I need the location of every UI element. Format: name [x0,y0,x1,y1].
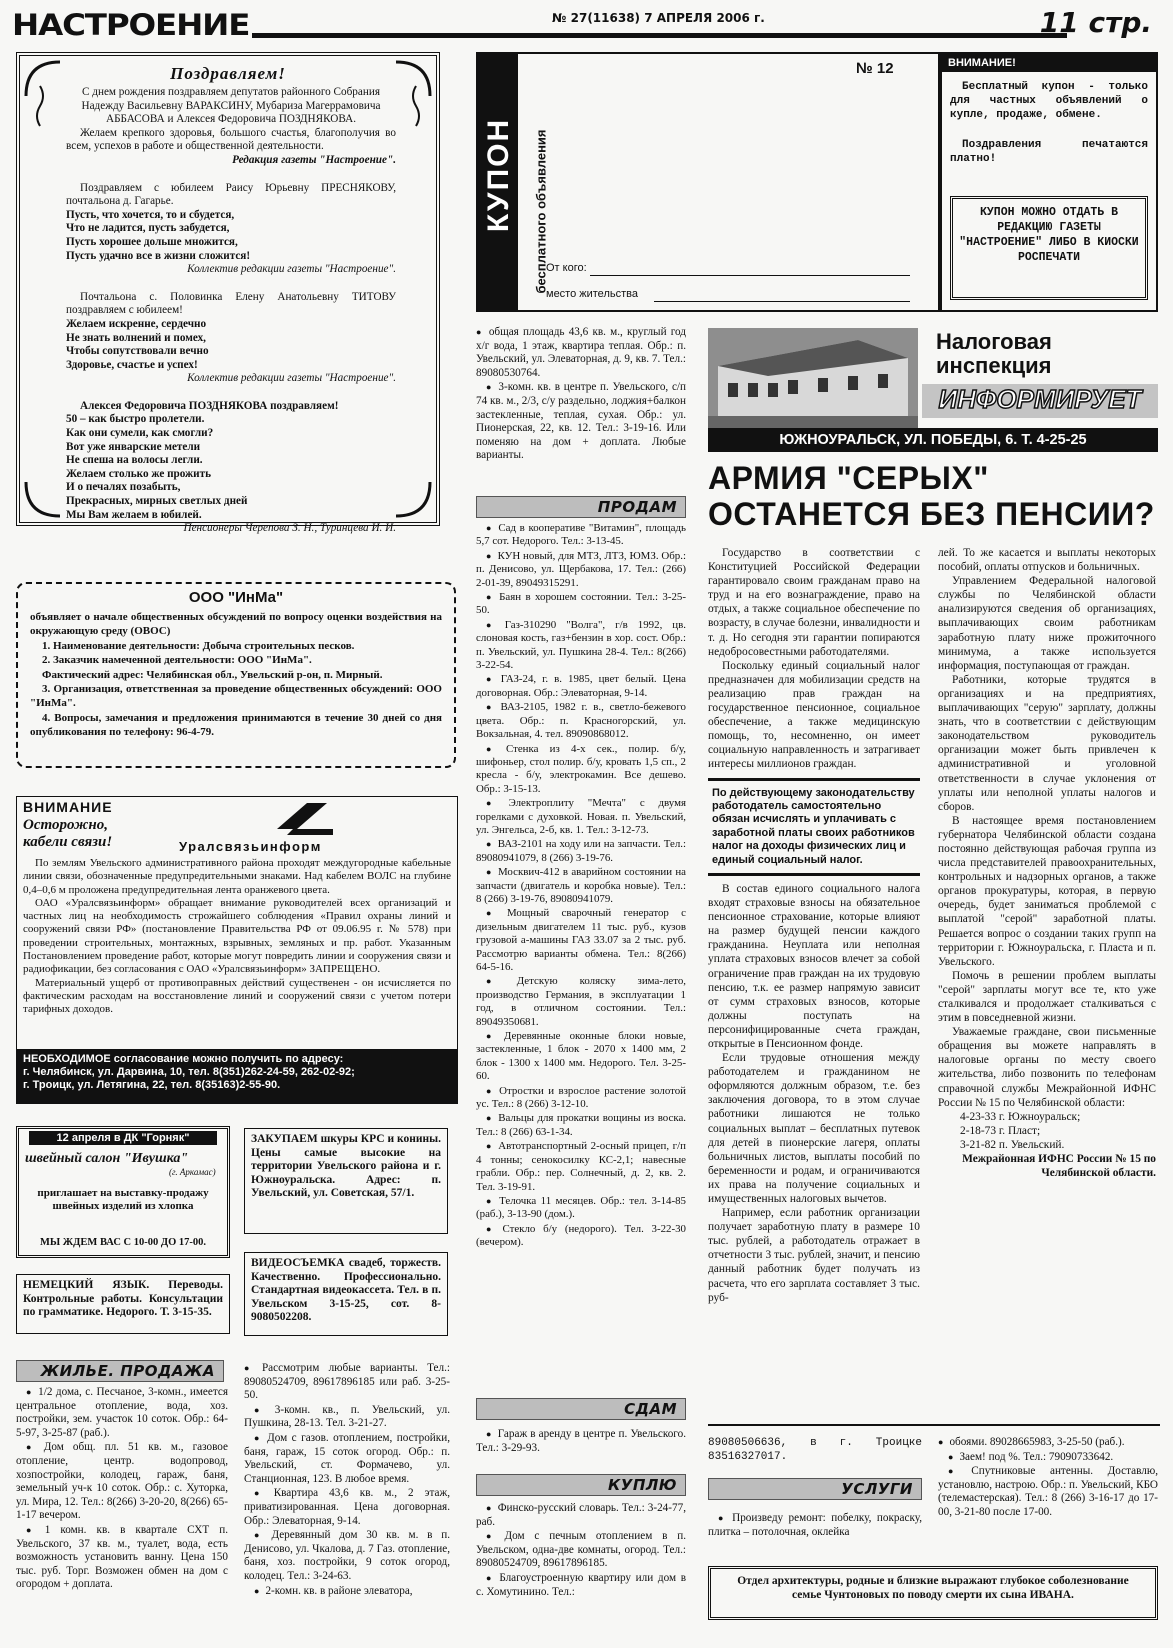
coupon-number: № 12 [856,60,894,77]
list-item: ● Москвич-412 в аварийном состоянии на запчасти (двигатель и коробка новые). Тел.: 8 (266) 3-19-76, 89080941079. [476,866,686,906]
coupon-note-1: Бесплатный купон - только для частных объявлений о купле, продаже, обмене. [950,81,1148,121]
housing-header [16,1360,224,1382]
poem-line: Вот уже январские метели [66,440,201,453]
poem-line: Что не ладится, пусть забудется, [66,222,230,235]
list-item: ● Квартира 43,6 кв. м., 2 этаж, приватизированная. Цена договорная. Обр.: Элеваторная, 9-14. [244,1487,450,1528]
tax-col2 [938,546,1156,1180]
bottom-phones: 89080506636, в г. Троицке 83516327017. [708,1437,922,1463]
bottom-col-b [938,1436,1158,1521]
tax-paragraph: Поскольку единый социальный налог предназначен для мобилизации средств на реализацию прав граждан на государственное пенсионное, социальное обеспечение, а также медицинскую помощь, то, несомненно, он имеет социальную направленность и затрагивает интересы миллионов граждан. [708,659,920,771]
tax-pullquote: По действующему законодательству работодатель самостоятельно обязан исчислять и уплачивать с заработной платы своих работников налог на доходы физических лиц и единый социальный налог. [708,778,920,876]
sell-header [476,496,686,518]
coupon-attention: ВНИМАНИЕ! [942,54,1156,72]
buy-list [476,1502,686,1600]
cable-body [23,857,451,1017]
list-item: ● обоями. 89028665983, 3-25-50 (раб.). [938,1436,1158,1450]
list-item: ● Благоустроенную квартиру или дом в с. Хомутинино. Тел.: [476,1572,686,1599]
tax-paragraph: В настоящее время постановлением губернатора Челябинской области создана постоянно действующая рабочая группа из числа представителей правоохранительных, контрольных и надзорных органов, а также органов прокуратуры, которая, в первую очередь, будет заниматься проблемой с выплатой "серой" заработной платы. Решается вопрос о создании таких групп на территории г. Южноуральска, г. Пласта и п. Увельского. [938,814,1156,968]
masthead [12,8,1162,44]
list-item: ● Автотранспортный 2-осный прицеп, г/п 4 тонны; сенокосилку КС-2,1; навесные грабли. Обр.: пер. Солнечный, д. 2, кв. 2. Тел. 3-19-91. [476,1140,686,1194]
inma-notice [16,582,456,768]
poem-line: Не спеша на волосы легли. [66,454,203,467]
cable-notice [16,796,458,1104]
congrats-text-4: Алексея Федоровича ПОЗДНЯКОВА поздравляем! [80,399,339,412]
list-item: ● Финско-русский словарь. Тел.: 3-24-77, раб. [476,1502,686,1529]
list-item: ● ВАЗ-2101 на ходу или на запчасти. Тел.: 89080941079, 8 (266) 3-19-76. [476,838,686,865]
list-item: ● Телочка 11 месяцев. Обр.: тел. 3-14-85 (раб.), 3-13-90 (дом.). [476,1195,686,1222]
tax-paragraph: Например, если работник организации получает заработную плату в размере 10 тыс. рублей, а работодатель отражает в отчетности 3 тыс. рублей, значит, и пенсию данный работник будет получать из расчета, что его зарплата составляет 3 тыс. руб- [708,1207,920,1304]
rent-header [476,1398,686,1420]
tax-phone: 2-18-73 г. Пласт; [960,1124,1041,1137]
list-item: ● Газ-310290 "Волга", г/в 1992, цв. слоновая кость, газ+бензин в хор. сост. Обр.: п. Увельский, ул. Пушкина 28-4. Тел.: 8(266) 3-22-54. [476,619,686,673]
list-item: ● 3-комн. кв. в центре п. Увельского, с/п 74 кв. м., 2/3, с/у раздельно, лоджия+балкон застекленные, теплая, сухая. Обр.: ул. Пионерская, 22, кв. 12. Тел.: 3-19-16. Или поменяю на дом + доплата. Любые варианты. [476,381,686,463]
list-item: ● 1/2 дома, с. Песчаное, 3-комн., имеется центральное отопление, вода, хоз. постройки, зем. участок 10 соток. Обр.: 64-5-97, 3-25-87 (раб.). [16,1386,228,1440]
tax-paragraph: Управлением Федеральной налоговой службы по Челябинской области анализируются сведения об организациях, выплачивающих своим работникам заработную плату ниже прожиточного минимума, а также используется информация, поступающая от граждан. [938,575,1156,672]
list-item: ● Сад в кооперативе "Витамин", площадь 5,7 сот. Недорого. Тел.: 3-13-45. [476,522,686,549]
cable-company: Уралсвязьинформ [179,839,322,854]
inma-line: 4. Вопросы, замечания и предложения принимаются в течение 30 дней со дня опубликования по телефону: 96-4-79. [30,711,442,739]
tax-paragraph: Государство в соответствии с Конституцией Российской Федерации гарантировало своим гражданам право на труд и на его вознаграждение, право на отдых, а также социальное обеспечение по возрасту, в случае болезни, инвалидности и т. д. Но сегодня эти гарантии попираются недобросовестными работодателями. [708,547,920,658]
mid-top-ads [476,326,686,464]
tax-paragraph: В состав единого социального налога входят страховые взносы на обязательное пенсионное страхование, которые влияют на размер будущей пенсии каждого гражданина. Неуплата или неполная уплата страховых взносов влечет за собой ограничение прав граждан на их трудовую пенсию, т.к. ее размер напрямую зависит от сумм страховых взносов, которые должны поступать на персонифицированные счета граждан, открытые в Пенсионном фонде. [708,882,920,1050]
list-item: ● Стекло б/у (недорого). Тел. 3-22-30 (вечером). [476,1223,686,1250]
congrats-sign-1: Редакция газеты "Настроение". [232,153,396,166]
inma-line: Фактический адрес: Челябинская обл., Увельский р-он, п. Мирный. [42,668,383,681]
salon-city: (г. Аркамас) [169,1167,216,1177]
section-title: НАСТРОЕНИЕ [12,8,250,42]
services-title: УСЛУГИ [841,1480,913,1498]
list-item: ● Мощный сварочный генератор с дизельным двигателем 11 тыс. руб., кузов грузовой а-машины ГАЗ 33.07 за 2 тыс. руб. Рассмотрю варианты обмена. Тел.: 8(266) 64-5-16. [476,907,686,974]
condolence-box: Отдел архитектуры, родные и близкие выражают глубокое соболезнование семье Чунтоновых по поводу смерти их сына ИВАНА. [708,1566,1158,1620]
cable-caution: Осторожно, кабели связи! [23,817,113,850]
tax-banner-title: Налоговая инспекция [936,329,1052,378]
tax-headline: АРМИЯ "СЕРЫХ" ОСТАНЕТСЯ БЕЗ ПЕНСИИ? [708,460,1155,532]
list-item: ● Произведу ремонт: побелку, покраску, плитка – потолочная, оклейка [708,1512,922,1539]
tax-col1 [708,546,920,1305]
list-item: ● Электроплиту "Мечта" с двумя горелками с духовкой. Новая. п. Увельский, ул. Энгельса, 2-б, кв. 1. Тел.: 3-12-73. [476,797,686,837]
poem-line: Чтобы сопутствовали вечно [66,345,209,358]
congratulations-box [16,52,440,535]
salon-date: 12 апреля в ДК "Горняк" [29,1131,217,1145]
issue-info: № 27(11638) 7 АПРЕЛЯ 2006 г. [552,11,765,25]
list-item: ● ВАЗ-2105, 1982 г. в., светло-бежевого цвета. Обр.: п. Красногорский, ул. Вокзальная, 4. тел. 89090868012. [476,701,686,741]
congrats-text-2: Поздравляем с юбилеем Раису Юрьевну ПРЕСНЯКОВУ, почтальона д. Гагарье. [66,181,396,208]
sell-list [476,522,686,1251]
cable-p2: ОАО «Уралсвязьинформ» обращает внимание руководителей всех организаций и частных лиц на необходимость строжайшего соблюдения «Правил охраны линий и сооружений связи РФ» (постановление Правительства РФ от 09.06.95 г. № 578) при проведении строительных, монтажных, взрывных, земляных и пр. работ. Указанным Постановлением проведение работ, которые могут повредить линии и сооружения связи и радиофикации, без согласования с ОАО «Уралсвязьинформ» ЗАПРЕЩЕНО. [23,896,451,976]
congrats-sign-4: Пенсионеры Черепова З. Н., Туринцева И. И. [183,522,396,535]
tax-paragraph: Если трудовые отношения между работодателем и гражданином не оформляются должным образом, т.е. без заключения договора, то в этом случае работники лишаются не только социальных выплат – бесплатных путевок для детей в пионерские лагеря, оплаты больничных листов, выплаты пособий по беременности и родам, и ограничиваются их права на получение социальных и имущественных налоговых вычетов. [708,1052,920,1205]
rent-title: СДАМ [624,1400,677,1418]
congrats-heading: Поздравляем! [170,64,286,83]
tax-photo [708,328,918,428]
coupon-from-field[interactable] [590,260,910,276]
coupon-deliver: КУПОН МОЖНО ОТДАТЬ В РЕДАКЦИЮ ГАЗЕТЫ "НАСТРОЕНИЕ" ЛИБО В КИОСКИ РОСПЕЧАТИ [950,196,1148,300]
coupon-box [476,52,940,312]
list-item: ● Дом с печным отоплением в п. Увельском, одна-две комнаты, огород. Тел.: 89080524709, 89617896185. [476,1530,686,1571]
poem-line: Пусть удачно все в жизни сложится! [66,249,251,262]
building-photo-icon [708,328,918,428]
cable-attention: ВНИМАНИЕ [23,799,113,815]
poem-line: Пусть хорошее дольше множится, [66,235,238,248]
list-item: ● 1 комн. кв. в квартале СХТ п. Увельского, 37 кв. м., туалет, вода, есть возможность установить ванну. Цена 150 тыс. руб. Торг. Возможен обмен на дом с огородом + доплата. [16,1524,228,1592]
coupon-note-2: Поздравления печатаются платно! [950,139,1148,165]
list-item: ● Баян в хорошем состоянии. Тел.: 3-25-50. [476,591,686,618]
services-header [708,1478,922,1500]
congrats-text-3: Почтальона с. Половинка Елену Анатольевну ТИТОВУ поздравляем с юбилеем! [66,290,396,317]
cable-contact-line: г. Троицк, ул. Летягина, 22, тел. 8(35163)2-55-90. [23,1079,281,1091]
housing-title: ЖИЛЬЕ. ПРОДАЖА [40,1362,215,1380]
coupon-address-field[interactable] [654,286,910,302]
inma-line: 1. Наименование деятельности: Добыча строительных песков. [42,639,355,652]
poem-line: Как они сумели, как смогли? [66,427,214,440]
list-item: ● КУН новый, для МТЗ, ЛТЗ, ЮМЗ. Обр.: п. Денисово, ул. Щербакова, 17. Тел.: (266) 2-01-39, 89049315291. [476,550,686,590]
coupon-notice [940,52,1158,312]
list-item: ● Дом общ. пл. 51 кв. м., газовое отопление, центр. водопровод, хозпостройки, колодец, гараж, баня, земельный уч-к 10 соток. Обр.: с. Хуторка, ул. Мира, 12. Тел.: 8(266) 3-20-20, 8(266) 65-1-17 вечером. [16,1441,228,1523]
coupon-from-label: От кого: [546,262,587,274]
list-item: ● Рассмотрим любые варианты. Тел.: 89080524709, 89617896185 или раб. 3-25-50. [244,1362,450,1403]
cable-contact-line: НЕОБХОДИМОЕ согласование можно получить по адресу: [23,1053,344,1065]
list-item: ● Детскую коляску зима-лето, производство Германия, в эксплуатации 1 год, в отличном состоянии. Тел.: 89049350681. [476,975,686,1029]
list-item: ● 2-комн. кв. в районе элеватора, [244,1585,450,1599]
list-item: ● общая площадь 43,6 кв. м., круглый год х/г вода, 1 этаж, квартира теплая. Обр.: п. Увельский, ул. Элеваторная, д. 9, кв. 7. Тел.: 89080530764. [476,326,686,380]
poem-line: Здоровье, счастье и успех! [66,358,198,371]
cable-contact-line: г. Челябинск, ул. Дарвина, 10, тел. 8(351)262-24-59, 262-02-92; [23,1066,355,1078]
cable-p1: По землям Увельского административного района проходят междугородные кабельные линии связи, обозначенные предупредительными знаками. Над кабелем ВОЛС на глубине 0,4–0,6 м проложена предупредительная лента оранжевого цвета. [23,857,451,896]
tax-banner-informs: ИНФОРМИРУЕТ [922,384,1158,418]
congrats-sign-2: Коллектив редакции газеты "Настроение". [187,263,396,276]
list-item: ● Отростки и взрослое растение золотой ус. Тел.: 8 (266) 3-12-10. [476,1085,686,1112]
buy-title: КУПЛЮ [608,1476,677,1494]
rent-list [476,1428,686,1456]
list-item: ● Деревянные оконные блоки новые, застекленные, 1 блок - 2070 х 1400 мм, 2 блок - 1300 х 1400 мм. Недорого. Тел. 3-25-60. [476,1030,686,1084]
salon-ad [16,1126,230,1258]
congrats-sign-3: Коллектив редакции газеты "Настроение". [187,372,396,385]
list-item: ● Деревянный дом 30 кв. м. в п. Денисово, ул. Чкалова, д. 7 Газ. отопление, баня, хоз. постройки, 9 соток огород, колодец. Тел.: 3-24-63. [244,1529,450,1583]
salon-time: МЫ ЖДЕМ ВАС С 10-00 ДО 17-00. [39,1237,207,1248]
buy-header [476,1474,686,1496]
congrats-body [66,86,396,536]
video-ad: ВИДЕОСЪЕМКА свадеб, торжеств. Качественно. Профессионально. Стандартная видеокассета. Тел. в п. Увельском 3-15-25, сот. 8-9080502208. [244,1252,448,1336]
uralsvyaz-logo-icon [267,799,337,839]
inma-title: ООО "ИнМа" [188,589,284,606]
cable-p3: Материальный ущерб от противоправных действий существенен - он исчисляется по фактическим расходам на восстановление линий и сооружений связи с учетом потери тарифных доходов. [23,976,451,1016]
german-ad: НЕМЕЦКИЙ ЯЗЫК. Переводы. Контрольные работы. Консультации по грамматике. Недорого. Т. 3-15-35. [16,1274,230,1334]
tax-phone: 3-21-82 п. Увельский. [960,1138,1065,1151]
cable-contact [17,1049,457,1103]
list-item: ● Спутниковые антенны. Доставлю, установлю, настрою. Обр.: п. Увельский, КБО (телемастерская). Тел.: 8 (266) 3-16-17 до 17-00, 3-21-80 после 17-00. [938,1465,1158,1519]
list-item: ● Заем! под %. Тел.: 79090733642. [938,1451,1158,1465]
inma-line: объявляет о начале общественных обсуждений по вопросу оценки воздействия на окружающую среду (ОВОС) [30,611,442,638]
poem-line: Прекрасных, мирных светлых дней [66,495,248,508]
list-item: ● Стенка из 4-х сек., полир. б/у, шифоньер, стол полир. б/у, кровать 1,5 сп., 2 кресла - б/у, электрокамин. Все дешево. Обр.: 3-15-13. [476,743,686,797]
salon-invite: приглашает на выставку-продажу швейных изделий из хлопка [37,1187,209,1212]
poem-line: 50 – как быстро пролетели. [66,413,205,426]
list-item: ● Дом с газов. отоплением, постройки, баня, гараж, 15 соток огород. Обр.: п. Увельский, ст. Формачево, ул. Станционная, 123. В любое время. [244,1432,450,1486]
bottom-rule [708,1424,1160,1426]
inma-line: 3. Организация, ответственная за проведение общественных обсуждений: ООО "ИнМа". [30,683,442,710]
services-list [708,1512,922,1540]
list-item: ● Гараж в аренду в центре п. Увельского. Тел.: 3-29-93. [476,1428,686,1455]
page-number: 11 стр. [1039,6,1152,39]
inma-body [30,610,442,740]
tax-paragraph: Работники, которые трудятся в организациях и на предприятиях, выплачивающих "серую" зарплату, должны знать, что в соответствии с действующим законодательством руководитель организации может быть привлечен к административной и уголовной ответственности в случае уклонения от уплаты или неполной уплаты налогов и сборов. [938,673,1156,813]
list-item: ● ГАЗ-24, г. в. 1985, цвет белый. Цена договорная. Обр.: Элеваторная, 9-14. [476,673,686,700]
tax-paragraph: лей. То же касается и выплаты некоторых пособий, оплаты отпусков и больничных. [938,547,1156,574]
coupon-side-subtitle: бесплатного объявления [533,129,549,294]
tax-paragraph: Помочь в решении проблем выплаты "серой" зарплаты могут все те, кто уже сталкивался и продолжает сталкиваться с этим в повседневной жизни. [938,969,1156,1025]
poem-line: Мы Вам желаем в юбилей. [66,508,202,521]
hides-ad: ЗАКУПАЕМ шкуры КРС и конины. Цены самые высокие на территории Увельского района и г. Южноуральска. Адрес: п. Увельский, ул. Советская, 57/1. [244,1128,448,1234]
list-item: ● 3-комн. кв., п. Увельский, ул. Пушкина, 28-13. Тел. 3-21-27. [244,1404,450,1431]
header-rule [252,33,1067,38]
congrats-text-1: С днем рождения поздравляем депутатов районного Собрания Надежду Васильевну ВАРАКСИНУ, Мубариза Магеррамовича АББАСОВА и Алексея Федоровича ПОЗДНЯКОВА. [81,86,381,126]
housing-col1 [16,1386,228,1593]
poem-line: Желаем столько же прожить [66,467,212,480]
sell-title: ПРОДАМ [597,498,677,516]
congrats-text-1b: Желаем крепкого здоровья, большого счастья, благополучия во всем, успехов в работе и общественной деятельности. [66,126,396,153]
housing-col2 [244,1362,450,1599]
list-item: ● Вальцы для прокатки вощины из воска. Тел.: 8 (266) 63-1-34. [476,1112,686,1139]
tax-phone: 4-23-33 г. Южноуральск; [960,1110,1081,1123]
coupon-address-label: место жительства [546,288,638,300]
tax-paragraph: Уважаемые граждане, свои письменные обращения вы можете направлять в налоговые органы по месту своего жительства, либо позвонить по телефонам справочной службы Межрайонной ИФНС России № 15 по Челябинской области: [938,1026,1156,1109]
coupon-side-title: КУПОН [482,117,515,233]
tax-address: ЮЖНОУРАЛЬСК, УЛ. ПОБЕДЫ, 6. Т. 4-25-25 [708,428,1158,452]
salon-name: швейный салон "Ивушка" [25,1151,189,1166]
poem-line: Пусть, что хочется, то и сбудется, [66,208,235,221]
poem-line: Желаем искренне, сердечно [66,317,207,330]
tax-signature: Межрайонная ИФНС России № 15 по Челябинской области. [962,1153,1156,1180]
poem-line: И о печалях позабыть, [66,481,181,494]
poem-line: Не знать волнений и помех, [66,331,206,344]
inma-line: 2. Заказчик намеченной деятельности: ООО "ИнМа". [42,654,312,667]
